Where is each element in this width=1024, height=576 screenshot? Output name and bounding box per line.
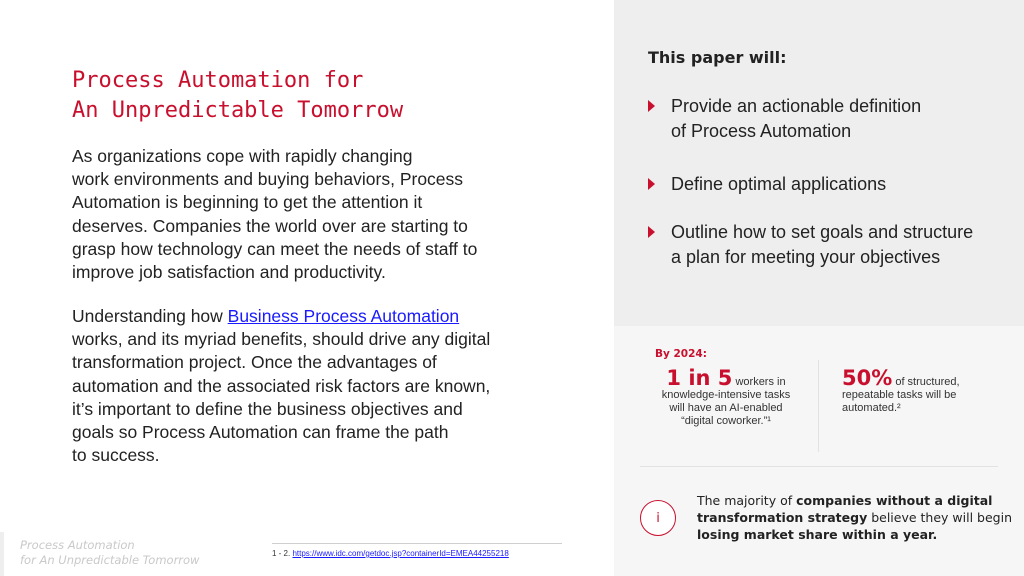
objectives-heading: This paper will:: [648, 48, 787, 67]
intro-line: As organizations cope with rapidly changing: [72, 146, 413, 166]
info-bold: transformation strategy: [697, 510, 868, 525]
intro-line: grasp how technology can meet the needs of staff to: [72, 238, 478, 259]
objective-item: [648, 172, 886, 197]
body-line: automation and the associated risk factors are known,: [72, 375, 491, 396]
stat-text: repeatable tasks will be: [842, 389, 957, 401]
footnote: [272, 543, 562, 558]
page-title: [72, 66, 403, 126]
intro-line: improve job satisfaction and productivity.: [72, 262, 386, 283]
body-line: goals so Process Automation can frame the path: [72, 422, 449, 443]
objective-item: [648, 94, 921, 144]
stat-text: will have an AI-enabled: [669, 402, 783, 414]
body-prefix: Understanding how: [72, 306, 228, 326]
section-divider: [640, 466, 998, 467]
body-paragraph: [72, 305, 532, 467]
business-process-automation-link[interactable]: Business Process Automation: [227, 306, 460, 326]
footer-line-1: Process Automation: [20, 538, 135, 552]
objective-text: a plan for meeting your objectives: [671, 247, 941, 267]
body-line: transformation project. Once the advantages of: [72, 352, 437, 373]
stats-label: By 2024:: [655, 348, 707, 360]
footer-label: [20, 538, 199, 568]
intro-line: Automation is beginning to get the attention it: [72, 192, 423, 213]
objective-item: [648, 220, 973, 270]
body-line: to success.: [72, 445, 160, 466]
stat-text: workers in: [735, 376, 786, 388]
intro-paragraph: [72, 145, 532, 284]
bullet-arrow-icon: [648, 226, 655, 238]
stat-text: automated.²: [842, 402, 901, 414]
stat-fifty-percent: [842, 366, 992, 415]
info-callout: [697, 492, 1012, 543]
info-bold: companies without a digital: [796, 493, 993, 508]
title-line-1: Process Automation for: [72, 68, 364, 93]
title-line-2: An Unpredictable Tomorrow: [72, 98, 404, 123]
objective-text: Outline how to set goals and structure: [671, 222, 974, 242]
stats-divider: [818, 360, 819, 452]
bullet-arrow-icon: [648, 178, 655, 190]
stat-big-number: 50%: [842, 366, 893, 390]
stat-text: knowledge-intensive tasks: [661, 389, 791, 401]
objective-text: Define optimal applications: [671, 174, 887, 194]
intro-line: work environments and buying behaviors, Process: [72, 169, 464, 190]
body-line-first: [72, 305, 532, 328]
body-line: it’s important to define the business objectives and: [72, 398, 463, 419]
footnote-prefix: 1 - 2.: [272, 549, 293, 558]
intro-line: deserves. Companies the world over are starting to: [72, 215, 468, 236]
body-line: works, and its myriad benefits, should drive any digital: [72, 329, 491, 350]
objective-text: of Process Automation: [671, 121, 852, 141]
stat-one-in-five: [652, 366, 800, 428]
stat-text: of structured,: [895, 376, 960, 388]
footer-line-2: for An Unpredictable Tomorrow: [20, 553, 200, 567]
objective-text: Provide an actionable definition: [671, 96, 922, 116]
stat-text: “digital coworker.”¹: [681, 415, 771, 427]
footer-accent-bar: [0, 532, 4, 576]
stat-big-number: 1 in 5: [666, 366, 733, 390]
info-text: believe they will begin: [867, 510, 1012, 525]
footnote-link[interactable]: https://www.idc.com/getdoc.jsp?containerId=EMEA44255218: [292, 549, 509, 558]
info-text: The majority of: [697, 493, 797, 508]
info-icon: i: [640, 500, 676, 536]
bullet-arrow-icon: [648, 100, 655, 112]
info-bold: losing market share within a year.: [697, 527, 938, 542]
